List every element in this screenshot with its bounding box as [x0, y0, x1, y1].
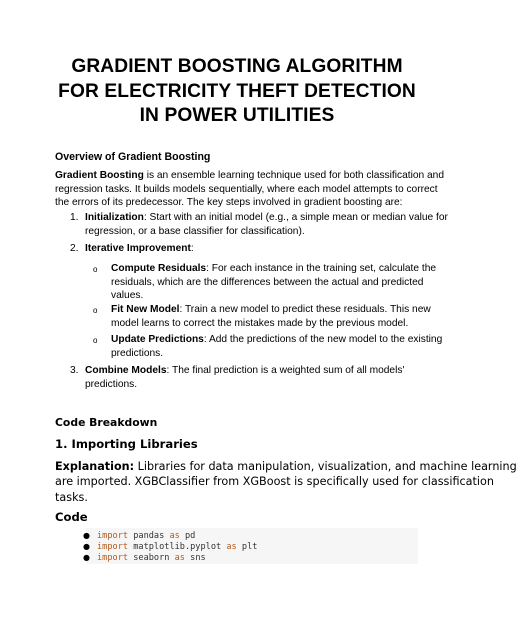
- intro-line-1: is an ensemble learning technique used for both classification and: [143, 170, 445, 181]
- title-line-2: FOR ELECTRICITY THEFT DETECTION: [58, 80, 416, 102]
- code-keyword: import: [97, 531, 129, 541]
- title-line-3: IN POWER UTILITIES: [139, 105, 335, 126]
- circle-bullet-icon: o: [93, 265, 98, 274]
- substep-text-line-2: predictions.: [111, 347, 164, 359]
- step-title: Combine Models: [85, 365, 167, 376]
- substep-text: : Add the predictions of the new model to the existing: [203, 334, 443, 345]
- code-keyword: as: [169, 531, 180, 541]
- step-title: Iterative Improvement: [85, 243, 191, 254]
- code-alias: sns: [184, 553, 206, 563]
- substep-text-line-3: values.: [111, 290, 144, 302]
- bullet-dot-icon: ●: [83, 553, 90, 562]
- step-text: :: [190, 243, 194, 254]
- circle-bullet-icon: o: [93, 306, 98, 315]
- step-number: 3.: [70, 365, 79, 376]
- circle-bullet-icon: o: [93, 336, 98, 345]
- explanation-paragraph: [55, 459, 517, 505]
- code-keyword: import: [97, 553, 129, 563]
- code-keyword: as: [226, 542, 237, 552]
- substep-title: Fit New Model: [111, 304, 180, 315]
- code-alias: pd: [179, 531, 196, 541]
- step-text: : The final prediction is a weighted sum of all models': [166, 365, 405, 376]
- code-heading: Code: [55, 510, 88, 524]
- title-line-1: GRADIENT BOOSTING ALGORITHM: [71, 56, 403, 77]
- code-module: seaborn: [128, 553, 175, 563]
- explanation-line-2: are imported. XGBClassifier from XGBoost is specifically used for classification: [55, 475, 494, 489]
- substep-text-line-2: model learns to correct the mistakes made by the previous model.: [111, 317, 409, 329]
- bullet-dot-icon: ●: [83, 542, 90, 551]
- substep-title: Compute Residuals: [111, 263, 207, 274]
- explanation-label: Explanation:: [55, 460, 135, 473]
- step-text: : Start with an initial model (e.g., a simple mean or median value for: [143, 212, 448, 223]
- substep-text: : For each instance in the training set, calculate the: [206, 263, 437, 274]
- intro-term: Gradient Boosting: [55, 170, 144, 181]
- code-breakdown-heading: Code Breakdown: [55, 416, 158, 429]
- section-heading-importing-libraries: 1. Importing Libraries: [55, 437, 198, 451]
- code-module: matplotlib.pyplot: [128, 542, 227, 552]
- substep-text: : Train a new model to predict these residuals. This new: [179, 304, 431, 315]
- code-keyword: as: [174, 553, 185, 563]
- overview-paragraph: [55, 169, 445, 210]
- code-keyword: import: [97, 542, 129, 552]
- step-number: 2.: [70, 243, 79, 254]
- substep-title: Update Predictions: [111, 334, 204, 345]
- code-line: [83, 531, 196, 541]
- substep-text-line-2: residuals, which are the differences between the actual and predicted: [111, 276, 424, 288]
- code-alias: plt: [236, 542, 258, 552]
- step-text-line-2: predictions.: [85, 378, 138, 390]
- intro-line-3: the errors of its predecessor. The key steps involved in gradient boosting are:: [55, 197, 403, 209]
- explanation-line-1: Libraries for data manipulation, visualization, and machine learning: [134, 460, 517, 473]
- bullet-dot-icon: ●: [83, 531, 90, 540]
- document-title: [40, 55, 434, 129]
- code-line: [83, 542, 258, 552]
- code-module: pandas: [128, 531, 170, 541]
- code-line: [83, 553, 206, 563]
- step-text-line-2: regression, or a base classifier for classification).: [85, 225, 305, 237]
- overview-heading: Overview of Gradient Boosting: [55, 151, 211, 163]
- explanation-line-3: tasks.: [55, 490, 88, 504]
- step-number: 1.: [70, 212, 79, 223]
- step-title: Initialization: [85, 212, 144, 223]
- intro-line-2: regression tasks. It builds models sequentially, where each model attempts to correct: [55, 183, 438, 195]
